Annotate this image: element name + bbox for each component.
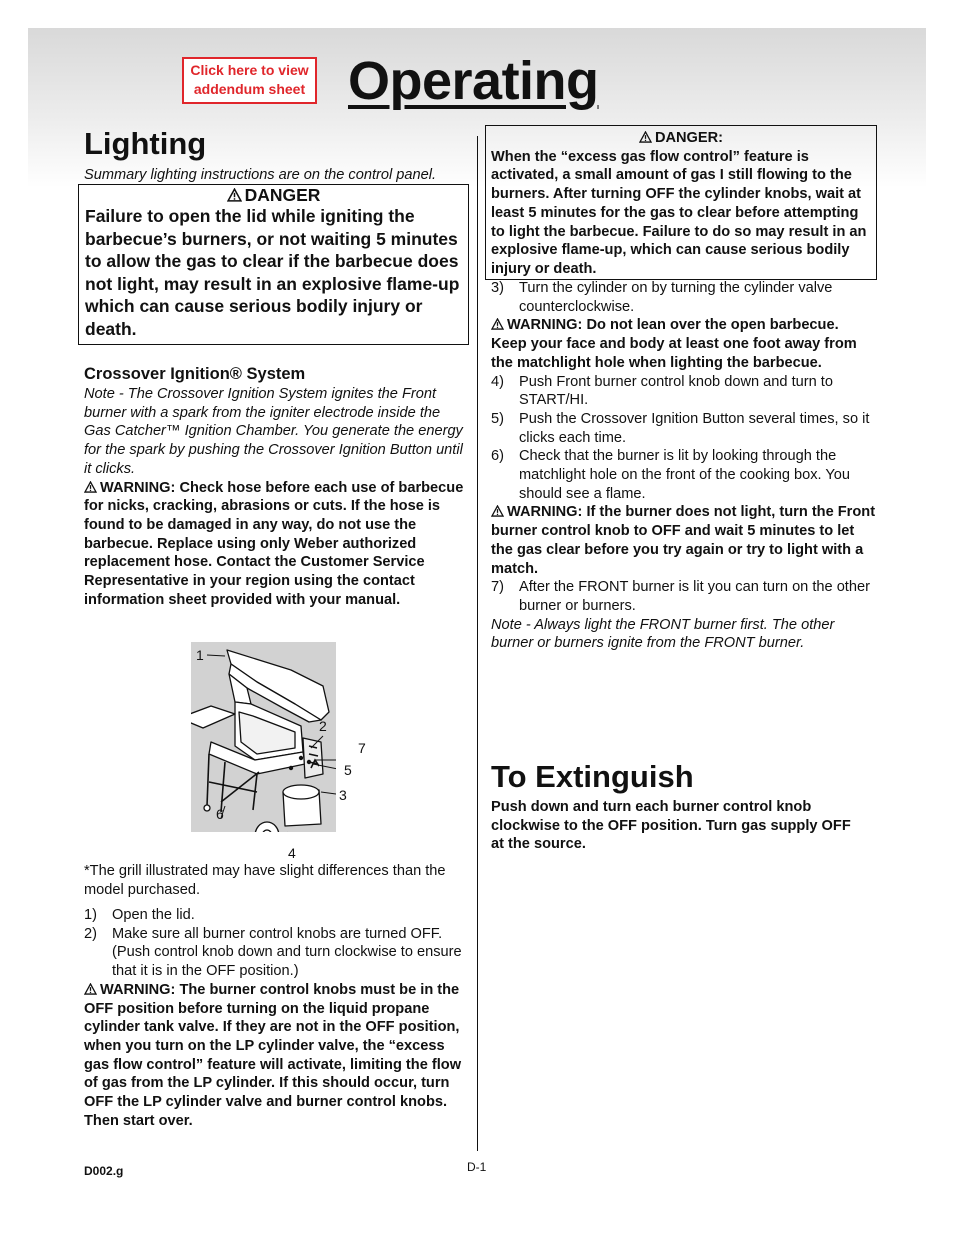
step-5: 5) Push the Crossover Ignition Button several times, so it clicks each time. bbox=[491, 410, 870, 446]
callout-3: 3 bbox=[339, 787, 347, 803]
step-7: 7) After the FRONT burner is lit you can turn on the other burner or burners. bbox=[491, 579, 870, 614]
right-steps bbox=[491, 279, 876, 653]
steps-list-7 bbox=[491, 578, 876, 615]
warning-triangle-icon bbox=[84, 481, 97, 493]
crossover-note: Note - The Crossover Ignition System ignites the Front burner with a spark from the igniter electrode inside the Gas Catcher™ Ignition Chamber. You generate the energy for the spark by pushing the Crossover Ignition Button until it clicks. bbox=[84, 386, 463, 477]
danger-header bbox=[491, 129, 871, 148]
page-title: Operating bbox=[348, 51, 599, 111]
warning-triangle-icon bbox=[491, 318, 504, 330]
danger-header bbox=[85, 185, 462, 205]
danger-text: Failure to open the lid while igniting the barbecue’s burners, or not waiting 5 minutes to allow the gas to clear if the barbecue does not light, may result in an explosive flame-up which can cause serious bodily injury or death. bbox=[85, 206, 460, 339]
step-6: 6) Check that the burner is lit by looking through the matchlight hole on the front of the cooking box. You should see a flame. bbox=[491, 448, 851, 502]
lean-warning: WARNING: Do not lean over the open barbecue. Keep your face and body at least one foot away from the matchlight hole when lighting the barbecue. bbox=[491, 317, 857, 371]
step-4: 4) Push Front burner control knob down and turn to START/HI. bbox=[491, 373, 833, 409]
warning-triangle-icon bbox=[491, 505, 504, 517]
warning-triangle-icon bbox=[639, 131, 652, 143]
callout-1: 1 bbox=[196, 647, 204, 663]
steps-list-3 bbox=[491, 279, 876, 316]
addendum-link-button[interactable]: Click here to view addendum sheet bbox=[182, 57, 317, 104]
step-1: 1) Open the lid. bbox=[84, 907, 195, 923]
callout-7: 7 bbox=[358, 740, 366, 756]
callout-5: 5 bbox=[344, 762, 352, 778]
steps-list-4-6 bbox=[491, 373, 876, 504]
step-3: 3) Turn the cylinder on by turning the cylinder valve counterclockwise. bbox=[491, 280, 833, 315]
page-number: D-1 bbox=[467, 1160, 487, 1174]
extinguish-heading: To Extinguish bbox=[491, 759, 694, 794]
grill-drawing bbox=[191, 642, 336, 832]
warning-triangle-icon bbox=[84, 983, 97, 995]
grill-illustration bbox=[191, 642, 336, 832]
step-2: 2) Make sure all burner control knobs are turned OFF. (Push control knob down and turn clockwise to ensure that it is in the OFF position.) bbox=[84, 925, 462, 980]
extinguish-text: Push down and turn each burner control knob clockwise to the OFF position. Turn gas supply OFF at the source. bbox=[491, 799, 851, 853]
crossover-section bbox=[84, 364, 464, 609]
callout-4: 4 bbox=[288, 845, 296, 861]
lighting-steps bbox=[84, 906, 469, 1130]
not-light-warning: WARNING: If the burner does not light, turn the Front burner control knob to OFF and wait 5 minutes to let the gas clear before you try again or try to light with a match. bbox=[491, 504, 876, 577]
danger-label: DANGER: bbox=[654, 130, 724, 146]
danger-label: DANGER bbox=[244, 185, 321, 205]
steps-list bbox=[84, 906, 469, 981]
column-divider bbox=[477, 136, 478, 1151]
summary-note: Summary lighting instructions are on the control panel. bbox=[84, 167, 437, 183]
crossover-heading: Crossover Ignition® System bbox=[84, 365, 306, 383]
lighting-heading: Lighting bbox=[84, 126, 207, 161]
document-code: D002.g bbox=[84, 1164, 124, 1178]
hose-warning: WARNING: Check hose before each use of barbecue for nicks, cracking, abrasions or cuts. If the hose is found to be damaged in any way, do not use the barbecue. Replace using only Weber authorized replacement hose. Contact the Customer Service Representative in your region using the contact information sheet provided with your manual. bbox=[84, 479, 464, 608]
callout-6: 6 bbox=[216, 806, 224, 822]
front-burner-note: Note - Always light the FRONT burner first. The other burner or burners ignite from the FRONT burner. bbox=[491, 616, 835, 652]
danger-box-excess-gas bbox=[485, 125, 877, 280]
warning-triangle-icon bbox=[227, 188, 242, 202]
knob-warning: WARNING: The burner control knobs must be in the OFF position before turning on the liquid propane cylinder tank valve. If they are not in the OFF position, when you turn on the LP cylinder valve, the “excess gas flow control” feature will activate, limiting the flow of gas from the LP cylinder. If this should occur, turn OFF the LP cylinder valve and burner control knobs. Then start over. bbox=[84, 981, 462, 1129]
callout-2: 2 bbox=[319, 718, 327, 734]
figure-caption: *The grill illustrated may have slight differences than the model purchased. bbox=[84, 863, 446, 898]
danger-box-lighting bbox=[78, 184, 469, 345]
danger-text: When the “excess gas flow control” feature is activated, a small amount of gas I still flowing to the burners. After turning OFF the cylinder knobs, wait at least 5 minutes for the gas to clear before attempting to light the barbecue. Failure to do so may result in an explosive flame-up, which can cause serious bodily injury or death. bbox=[491, 148, 867, 277]
